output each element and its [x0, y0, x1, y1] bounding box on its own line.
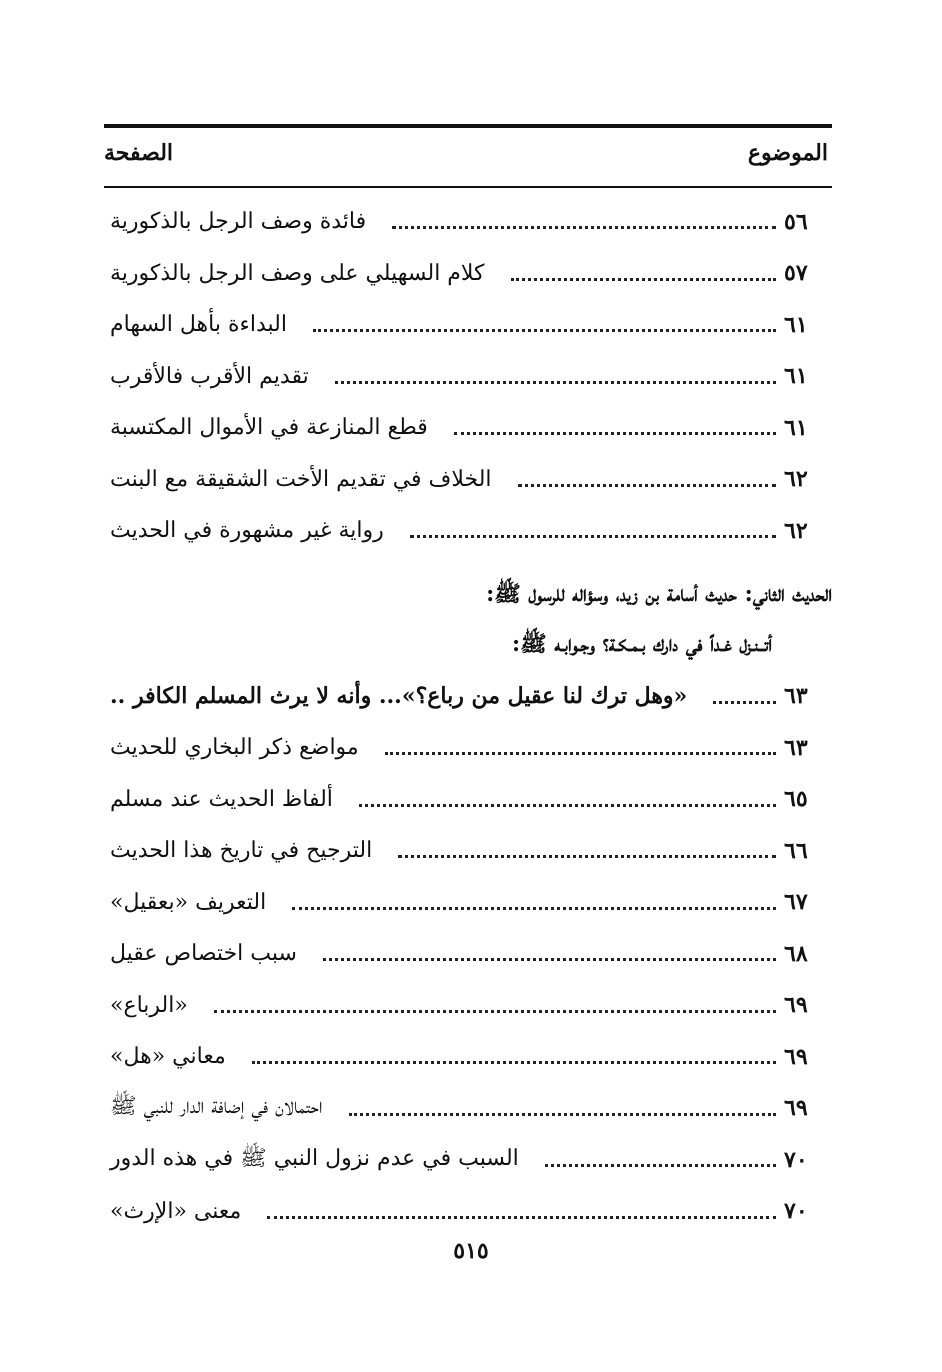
toc-entry [104, 1134, 832, 1186]
entry-title: «الرباع» [110, 992, 188, 1018]
dot-leader [335, 381, 776, 384]
dot-leader [292, 907, 776, 910]
entry-title: قطع المنازعة في الأموال المكتسبة [110, 415, 428, 441]
entry-title: «وهل ترك لنا عقيل من رباع؟»... وأنه لا يرث المسلم الكافر .. [110, 683, 688, 710]
entry-page: ٦٢ [784, 517, 808, 544]
entry-page: ٦٩ [784, 992, 808, 1019]
dot-leader [545, 1164, 776, 1167]
toc-entry [104, 877, 832, 929]
entry-title: الترجيح في تاريخ هذا الحديث [110, 838, 373, 864]
entry-page: ٦١ [784, 311, 808, 338]
dot-leader [214, 1010, 776, 1013]
entry-page: ٧٠ [784, 1146, 808, 1173]
dot-leader [511, 278, 776, 281]
entry-title: كلام السهيلي على وصف الرجل بالذكورية [110, 260, 485, 286]
toc-entry [104, 774, 832, 826]
dot-leader [454, 432, 776, 435]
entry-page: ٦١ [784, 363, 808, 390]
toc-entry [104, 505, 832, 557]
entry-page: ٦٨ [784, 940, 808, 967]
dot-leader [398, 855, 776, 858]
toc-entry [104, 980, 832, 1032]
entry-title: السبب في عدم نزول النبي ﷺ في هذه الدور [110, 1145, 519, 1171]
toc-entry [104, 196, 832, 248]
entry-title: معنى «الإرث» [110, 1198, 242, 1224]
entry-page: ٧٠ [784, 1198, 808, 1225]
entry-page: ٥٧ [784, 260, 808, 287]
dot-leader [313, 329, 776, 332]
dot-leader [267, 1216, 776, 1219]
toc-entry [104, 402, 832, 454]
dot-leader [252, 1061, 776, 1064]
entry-title: سبب اختصاص عقيل [110, 941, 297, 967]
topic-column-header: الموضوع [747, 140, 828, 166]
entry-page: ٦٦ [784, 837, 808, 864]
entry-page: ٦١ [784, 414, 808, 441]
entry-page: ٦٣ [784, 734, 808, 761]
entry-page: ٦٩ [784, 1095, 808, 1122]
entry-page: ٦٩ [784, 1043, 808, 1070]
entry-page: ٦٥ [784, 786, 808, 813]
toc-entry [104, 825, 832, 877]
toc-entry [104, 351, 832, 403]
section-heading-continued: أتــنـزل غـداً في دارك بـمـكـة؟ وجـوابـه ﷺ: [512, 630, 772, 657]
toc-entry [104, 299, 832, 351]
entry-page: ٥٦ [784, 208, 808, 235]
entry-title: مواضع ذكر البخاري للحديث [110, 735, 359, 761]
entry-title: فائدة وصف الرجل بالذكورية [110, 209, 367, 235]
entry-page: ٦٢ [784, 466, 808, 493]
dot-leader [385, 752, 776, 755]
entry-title: الخلاف في تقديم الأخت الشقيقة مع البنت [110, 466, 492, 492]
entry-title: معاني «هل» [110, 1044, 226, 1070]
dot-leader [410, 535, 776, 538]
page-number: ٥١٥ [453, 1238, 489, 1264]
toc-entry [104, 1031, 832, 1083]
dot-leader [349, 1113, 776, 1116]
toc-entry [104, 1083, 832, 1135]
toc-list [104, 196, 832, 1237]
header-top-rule [104, 124, 832, 128]
dot-leader [518, 484, 776, 487]
toc-entry [104, 928, 832, 980]
toc-entry [104, 454, 832, 506]
entry-title: تقديم الأقرب فالأقرب [110, 363, 309, 389]
dot-leader [392, 226, 776, 229]
toc-entry [104, 1186, 832, 1238]
header-bottom-rule [104, 186, 832, 188]
toc-entry [104, 248, 832, 300]
entry-title: البداءة بأهل السهام [110, 312, 287, 338]
entry-page: ٦٧ [784, 889, 808, 916]
dot-leader [359, 804, 776, 807]
dot-leader [713, 701, 776, 704]
page-column-header: الصفحة [104, 140, 174, 166]
dot-leader [323, 958, 776, 961]
entry-title: رواية غير مشهورة في الحديث [110, 518, 384, 544]
entry-title: احتمالان في إضافة الدار للنبي ﷺ [110, 1094, 323, 1120]
entry-title: التعريف «بعقيل» [110, 889, 267, 915]
toc-entry [104, 671, 832, 723]
toc-entry [104, 722, 832, 774]
section-heading: الحديث الثاني: حديث أسامة بن زيد، وسؤاله للرسول ﷺ: [486, 580, 832, 607]
entry-page: ٦٣ [784, 683, 808, 710]
entry-title: ألفاظ الحديث عند مسلم [110, 786, 333, 812]
